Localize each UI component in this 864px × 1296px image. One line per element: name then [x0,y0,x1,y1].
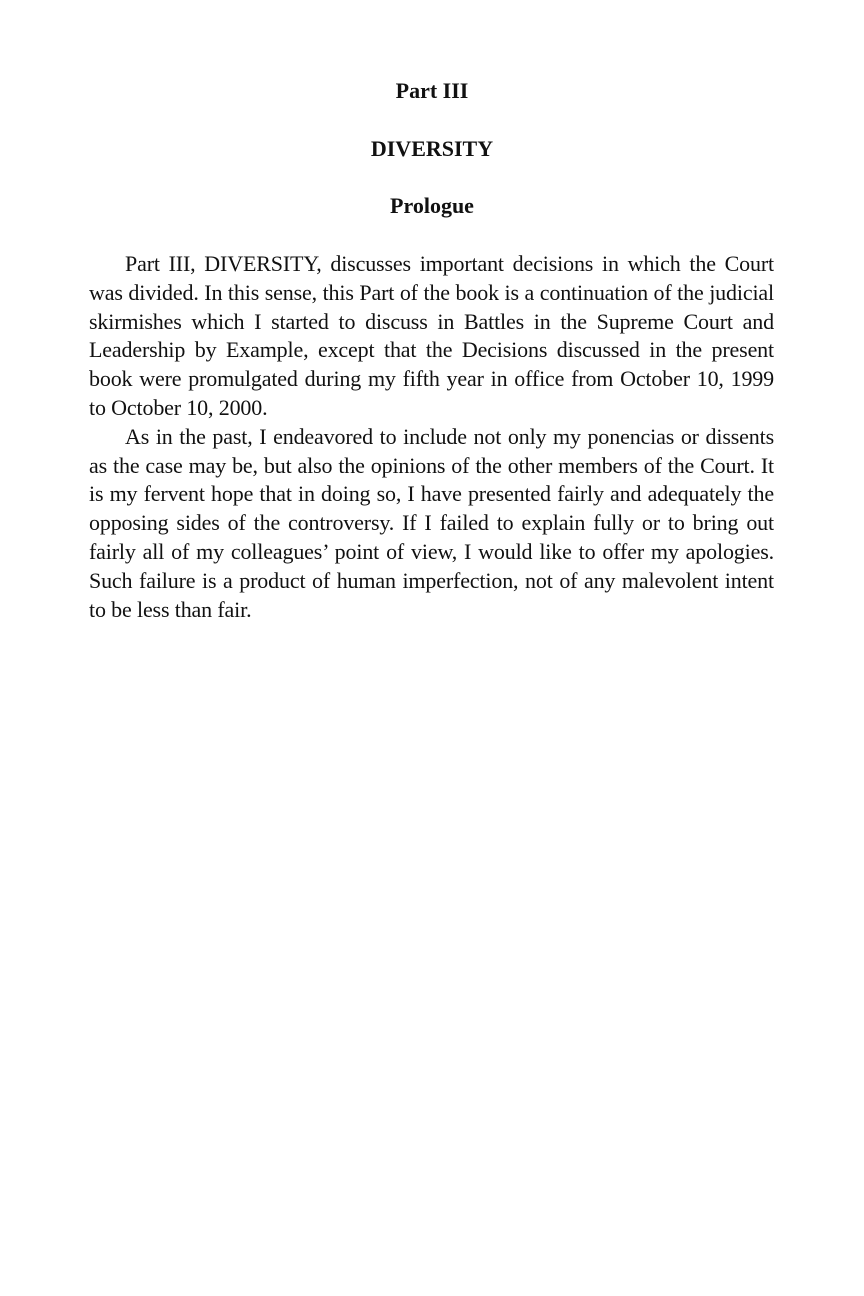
section-title: DIVERSITY [370,136,494,161]
prologue-body [89,250,774,624]
prologue-heading: Prologue [390,193,474,218]
part-heading: Part III [395,78,469,103]
paragraph-1: Part III, DIVERSITY, discusses important decisions in which the Court was divided. In this sense, this Part of the book is a continuation of the judicial skirmishes which I started to discuss in Battles in the Supreme Court and Leadership by Example, except that the Decisions discussed in the present book were promulgated during my fifth year in office from October 10, 1999 to October 10, 2000. [89,251,774,420]
paragraph-2: As in the past, I endeavored to include not only my ponencias or dissents as the case may be, but also the opinions of the other members of the Court. It is my fervent hope that in doing so, I have presented fairly and adequately the opposing sides of the controversy. If I failed to explain fully or to bring out fairly all of my colleagues’ point of view, I would like to offer my apologies. Such failure is a product of human imperfection, not of any malevolent intent to be less than fair. [89,423,774,622]
